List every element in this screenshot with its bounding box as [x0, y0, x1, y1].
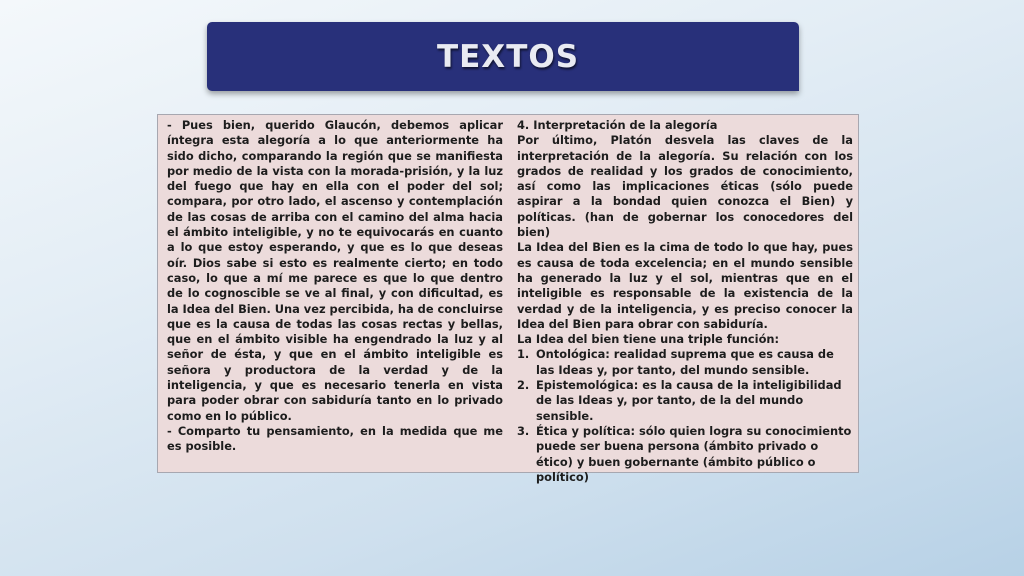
section-heading: 4. Interpretación de la alegoría: [517, 118, 718, 132]
dialogue-paragraph-socrates: - Pues bien, querido Glaucón, debemos aplicar íntegra esta alegoría a lo que anteriormente ha sido dicho, comparando la región que se manifiesta por medio de la vista con la morada-prisión, y la luz del fuego que hay en ella con el poder del sol; compara, por otro lado, el ascenso y contemplación de las cosas de arriba con el camino del alma hacia el ámbito inteligible, y no te equivocarás en cuanto a lo que estoy esperando, y que es lo que deseas oír. Dios sabe si esto es realmente cierto; en todo caso, lo que a mí me parece es que lo que dentro de lo cognoscible se ve al final, y con dificultad, es la Idea del Bien. Una vez percibida, ha de concluirse que es la causa de todas las cosas rectas y bellas, que en el ámbito visible ha engendrado la luz y al señor de ésta, y que en el ámbito inteligible es señora y productora de la verdad y de la inteligencia, y que es necesario tenerla en vista para poder obrar con sabiduría tanto en lo privado como en lo público.: [167, 118, 503, 423]
list-item: [517, 424, 853, 485]
list-item: [517, 378, 853, 424]
triple-function-intro: La Idea del bien tiene una triple función:: [517, 332, 780, 347]
interpretation-paragraph-1: Por último, Platón desvela las claves de la interpretación de la alegoría. Su relación con los grados de realidad y los grados de conocimiento, así como las implicaciones éticas (sólo puede aspirar a la bondad quien conozca el Bien) y políticas. (han de gobernar los conocedores del bien): [517, 133, 853, 240]
list-item-text: Ética y política: sólo quien logra su conocimiento puede ser buena persona (ámbito privado o ético) y buen gobernante (ámbito público o político): [536, 423, 852, 484]
list-item: [517, 347, 853, 378]
dialogue-column: [167, 118, 503, 455]
list-item-text: Ontológica: realidad suprema que es causa de las Ideas y, por tanto, del mundo sensible.: [536, 347, 834, 377]
title-banner: [207, 22, 799, 91]
text-box: [157, 114, 859, 484]
interpretation-paragraph-2: La Idea del Bien es la cima de todo lo que hay, pues es causa de toda excelencia; en el mundo sensible ha generado la luz y el sol, mientras que en el inteligible es responsable de la existencia de la verdad y de la inteligencia, y es preciso conocer la Idea del Bien para obrar con sabiduría.: [517, 240, 853, 331]
list-item-number: 3.: [517, 423, 530, 438]
function-list: [517, 347, 853, 485]
list-item-number: 2.: [517, 378, 530, 393]
list-item-text: Epistemológica: es la causa de la inteligibilidad de las Ideas y, por tanto, de la del mundo sensible.: [536, 378, 842, 423]
dialogue-paragraph-glaucon: - Comparto tu pensamiento, en la medida que me es posible.: [167, 423, 503, 454]
page-title: TEXTOS: [436, 38, 580, 75]
list-item-number: 1.: [517, 347, 530, 362]
interpretation-column: [517, 118, 853, 485]
